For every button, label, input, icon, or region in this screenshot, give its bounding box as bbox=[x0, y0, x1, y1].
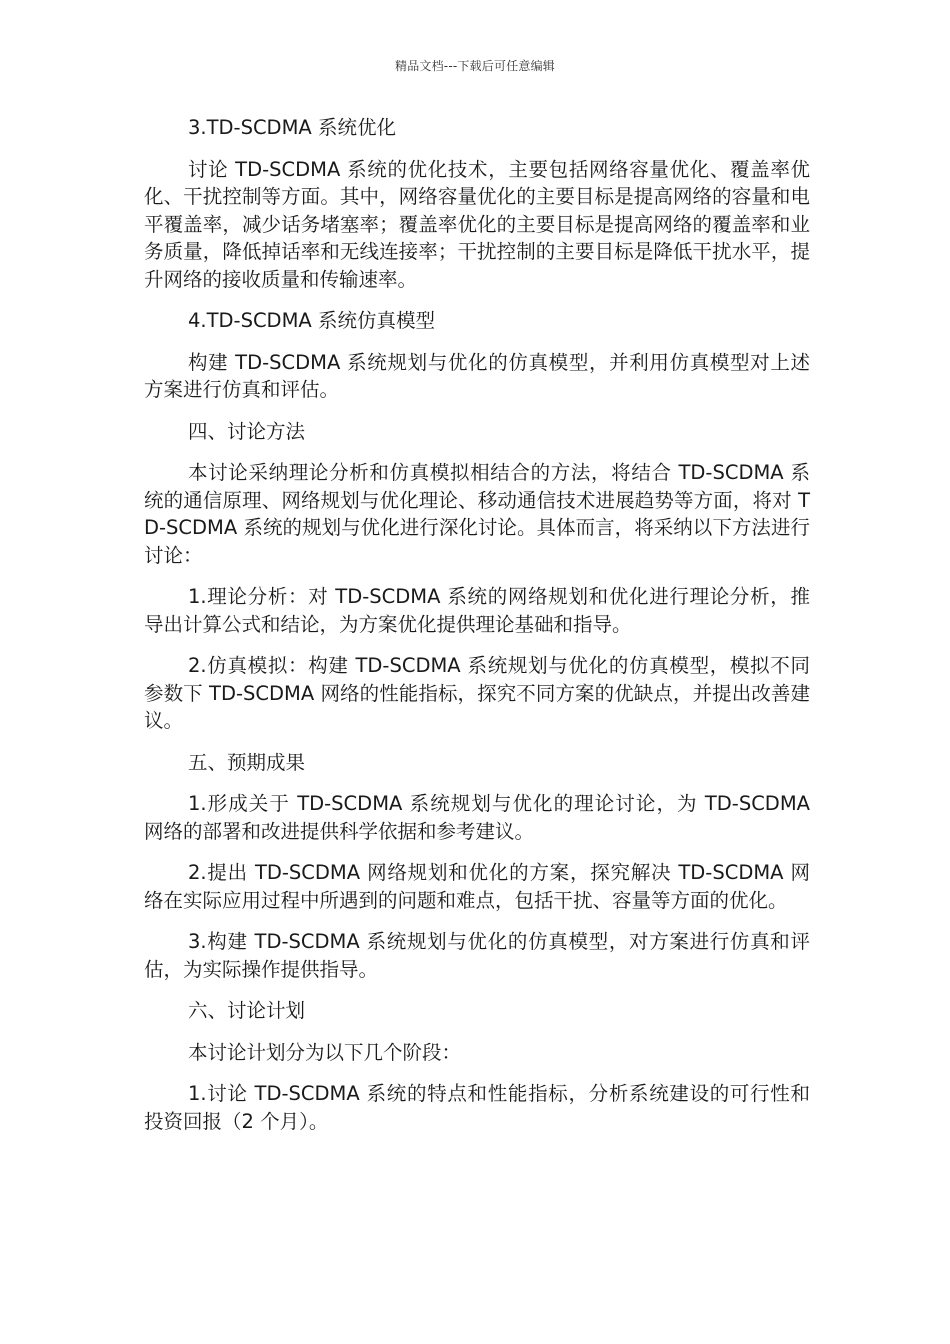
paragraph-optimization-techniques: 讨论 TD-SCDMA 系统的优化技术，主要包括网络容量优化、覆盖率优化、干扰控制等方面。其中，网络容量优化的主要目标是提高网络的容量和电平覆盖率，减少话务堵塞率；覆盖率优化的主要目标是提高网络的覆盖率和业务质量，降低掉话率和无线连接率；干扰控制的主要目标是降低干扰水平，提升网络的接收质量和传输速率。 bbox=[144, 157, 810, 291]
section-heading-expected-results: 五、预期成果 bbox=[188, 750, 306, 774]
section-heading-system-optimization: 3.TD-SCDMA 系统优化 bbox=[188, 116, 396, 139]
paragraph-plan-stage-1: 1.讨论 TD-SCDMA 系统的特点和性能指标，分析系统建设的可行性和投资回报（2 个月）。 bbox=[144, 1082, 810, 1133]
paragraph-expected-result-1: 1.形成关于 TD-SCDMA 系统规划与优化的理论讨论，为 TD-SCDMA 网络的部署和改进提供科学依据和参考建议。 bbox=[144, 792, 810, 843]
paragraph-theoretical-analysis: 1.理论分析：对 TD-SCDMA 系统的网络规划和优化进行理论分析，推导出计算公式和结论，为方案优化提供理论基础和指导。 bbox=[144, 585, 810, 636]
document-body bbox=[144, 114, 810, 1149]
page-header: 精品文档---下载后可任意编辑 bbox=[395, 59, 555, 73]
paragraph-plan-intro: 本讨论计划分为以下几个阶段： bbox=[188, 1040, 462, 1064]
paragraph-research-methods-intro: 本讨论采纳理论分析和仿真模拟相结合的方法，将结合 TD-SCDMA 系统的通信原理、网络规划与优化理论、移动通信技术进展趋势等方面，将对 TD-SCDMA 系统的规划与优化进行深化讨论。具体而言，将采纳以下方法进行讨论： bbox=[144, 461, 810, 567]
section-heading-simulation-model: 4.TD-SCDMA 系统仿真模型 bbox=[188, 309, 435, 332]
paragraph-expected-result-2: 2.提出 TD-SCDMA 网络规划和优化的方案，探究解决 TD-SCDMA 网络在实际应用过程中所遇到的问题和难点，包括干扰、容量等方面的优化。 bbox=[144, 861, 810, 912]
paragraph-simulation-model: 构建 TD-SCDMA 系统规划与优化的仿真模型，并利用仿真模型对上述方案进行仿真和评估。 bbox=[144, 350, 810, 401]
section-heading-research-methods: 四、讨论方法 bbox=[188, 419, 306, 443]
paragraph-simulation-method: 2.仿真模拟：构建 TD-SCDMA 系统规划与优化的仿真模型，模拟不同参数下 TD-SCDMA 网络的性能指标，探究不同方案的优缺点，并提出改善建议。 bbox=[144, 654, 810, 732]
section-heading-research-plan: 六、讨论计划 bbox=[188, 999, 306, 1022]
paragraph-expected-result-3: 3.构建 TD-SCDMA 系统规划与优化的仿真模型，对方案进行仿真和评估，为实际操作提供指导。 bbox=[144, 930, 810, 981]
